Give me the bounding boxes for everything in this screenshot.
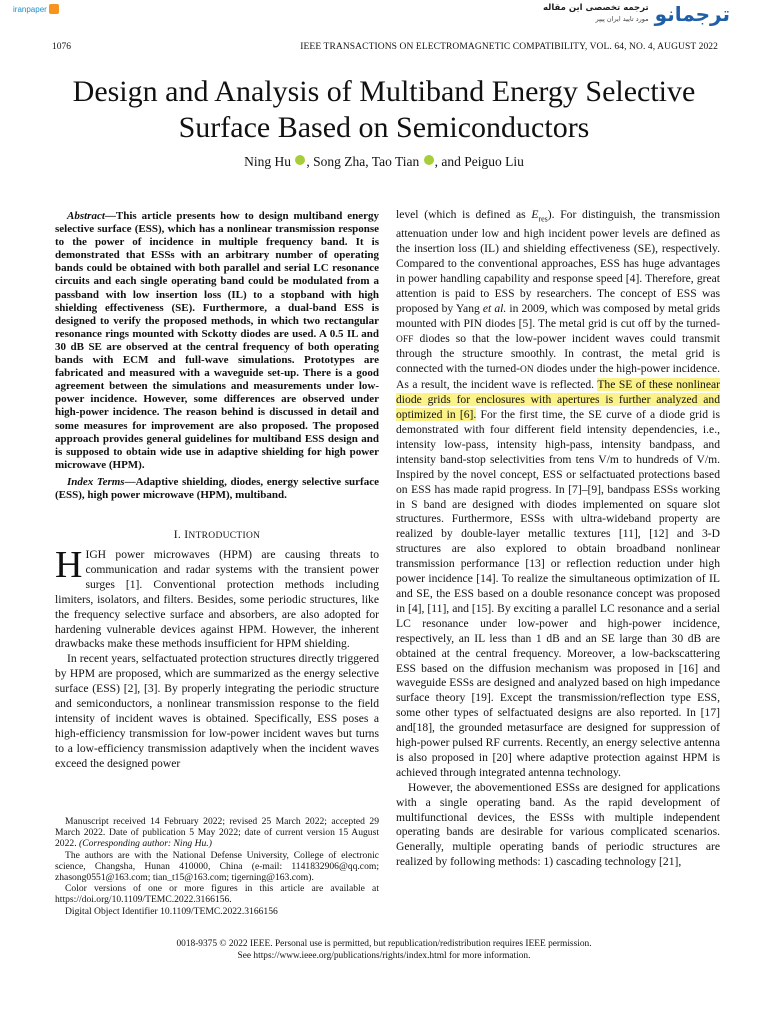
abstract-text: —This article presents how to design multiband energy selective surface (ESS), which has a nonlinear transmission response to the power of incidence in multiple frequency band. It is demonstrated that ESSs with an arbitrary number of operating bands could be obtained with both parallel and serial LC resonance circuits and each single operating band could be modulated from a passband with low insertion loss (IL) to a stopband with high shielding effectiveness (SE). Furthermore, a dual-band ESS is designed to verify the proposed methods, in which two rectangular resonance rings mounted with Sckotty diodes are used. A 0.5 IL and 30 dB SE are observed at the central frequency of both operating bands with ECM and full-wave simulations. Prototypes are fabricated and measured with a waveguide set-up. There is a good agreement between the simulations and measurements under low-power incidence. However, some differences are observed under high-power incidence. The reason behind is discussed in detail and some measures for improvement are also proposed. The proposed approach provides general guidelines for multiband ESS design and is supposed to obtain wide use in adaptive shielding for high power microwave (HPM). xyxy=(55,210,379,471)
author-4: , and Peiguo Liu xyxy=(434,154,524,169)
intro-paragraph-2: In recent years, selfactuated protection structures directly triggered by HPM are proposed, which are summarized as the energy selective surface (ESS) [2], [3]. By properly integrating the periodic structure and semiconductors, a nonlinear transmission response to the field intensity of incident waves is obtained. Specifically, ESS poses a high-efficiency transmission for low-power incident waves but turns to a low-efficiency transmission adaptively when the incident waves exceed the designed power xyxy=(55,652,379,770)
page-number: 1076 xyxy=(52,42,71,52)
iranpaper-logo-text: iranpaper xyxy=(13,4,47,14)
tarjomano-logo xyxy=(543,2,730,26)
tarjomano-brand: ترجمانو xyxy=(654,2,730,26)
right-column xyxy=(396,208,720,870)
author-1: Ning Hu xyxy=(244,154,292,169)
intro-paragraph-1 xyxy=(55,544,379,652)
rp1-d: diodes so that the low-power incident waves could transmit through the structure smoothly. In contrast, the metal grid is connected with the turned- xyxy=(396,331,720,376)
rp1-f: For the first time, the SE curve of a diode grid is demonstrated with four different field intensity dependencies, i.e., intensity low-pass, intensity high-pass, intensity bandpass, and intensity band-stop selectivities from tens V/m to hundreds of V/m. Inspired by the novel concept, ESS or selfactuated protections based on ESS has made rapid progress. In [7]–[9], bandpass ESSs working in S band are designed with diodes implemented on square slot structures. Furthermore, ESSs with ultra-wideband property are realized by double-layer metallic textures [11], [12] and 3-D structures are also explored to obtain broadband nonlinear transmission performance [13] or reflection reduction under high power incidence [14]. To realize the simultaneous optimization of IL and SE, the ESS based on a double resonance concept was proposed in [4], [11], and [15]. By exciting a parallel LC resonance and a serial LC resonance under low-power and high-power incidence, respectively, an IL less than 1 dB and an SE large than 30 dB are obtained at the central frequency. Moreover, a low-backscattering ESS based on the diffusion mechanism was proposed in [16] and waveguide ESSs are designed and analyzed based on high impedance surface theory [19]. Except the transmission/reflection type ESS, some other types of selfactuated designs are also reported. In [17] and[18], the grounded metasurface are designed for suppression of high-power pulsed RF currents. Recently, an energy selective antenna is also proposed in [20] where adaptive protection against HPM is achieved through integrated antenna technology. xyxy=(396,408,720,779)
rp1-etal: et al. xyxy=(482,301,507,315)
index-terms xyxy=(55,476,379,502)
footnote-color: Color versions of one or more figures in this article are available at https://doi.org/10.1109/TEMC.2022.3166156. xyxy=(55,883,379,906)
index-terms-text: —Adaptive shielding, diodes, energy selective surface (ESS), high power microwave (HPM), multiband. xyxy=(55,476,379,502)
abstract xyxy=(55,210,379,472)
orcid-icon[interactable] xyxy=(295,155,305,165)
right-paragraph-1 xyxy=(396,208,720,781)
footer-line-1: 0018-9375 © 2022 IEEE. Personal use is permitted, but republication/redistribution requires IEEE permission. xyxy=(176,939,592,949)
rp1-e: E xyxy=(531,208,539,221)
rp1-a: level (which is defined as xyxy=(396,208,532,221)
rp1-off: OFF xyxy=(396,334,414,345)
highlighted-sentence[interactable]: The SE of these nonlinear diode grids for enclosures with apertures is further analyzed and optimized in [6]. xyxy=(396,378,720,422)
footer-line-2: See https://www.ieee.org/publications/rights/index.html for more information. xyxy=(237,951,531,961)
intro-p1-text: IGH power microwaves (HPM) are causing threats to communication and radar systems with the transient power surges [1]. Conventional protection methods including limiters, isolators, and filters. Besides, some periodic structures, like the frequency selective surface and absorbers, are also adopted for hardening vulnerable devices against HPM. However, the inherent drawbacks make these methods insufficient for HPM shielding. xyxy=(55,548,379,651)
right-paragraph-2: However, the abovementioned ESSs are designed for applications with a single operating band. As the rapid development of multifunctional devices, the ESSs with multiple independent operating bands are desirable for various complicated scenarios. Generally, multiple operating bands of periodic structures are realized by following methods: 1) cascading technology [21], xyxy=(396,780,720,869)
introduction xyxy=(55,544,379,772)
paper-title xyxy=(40,74,728,146)
index-terms-label: Index Terms xyxy=(67,476,125,488)
logo-tagline-1: ترجمه تخصصی این مقاله xyxy=(542,3,649,13)
footnote-corresponding: (Corresponding author: Ning Hu.) xyxy=(79,838,212,850)
author-list xyxy=(40,154,728,170)
section-heading xyxy=(55,528,379,541)
author-2-3: , Song Zha, Tao Tian xyxy=(306,154,420,169)
abstract-label: Abstract xyxy=(67,210,105,222)
rp1-c: in 2009, which was composed by metal grids mounted with PIN diodes [5]. The metal grid is cut off by the turned- xyxy=(396,301,720,330)
orcid-icon[interactable] xyxy=(424,155,434,165)
section-numeral: I. I xyxy=(173,528,189,541)
footnote-manuscript-text: Manuscript received 14 February 2022; revised 25 March 2022; accepted 29 March 2022. Date of publication 5 May 2022; date of current version 15 August 2022. xyxy=(55,816,379,850)
footnote-manuscript xyxy=(55,816,379,850)
copyright-footer xyxy=(0,938,768,962)
drop-cap: H xyxy=(55,544,83,586)
logo-tagline-2: مورد تایید ایران پیپر xyxy=(595,15,649,23)
footnote-doi: Digital Object Identifier 10.1109/TEMC.2022.3166156 xyxy=(65,905,278,917)
iranpaper-logo-icon xyxy=(49,4,59,14)
iranpaper-logo xyxy=(13,4,59,14)
section-title: NTRODUCTION xyxy=(188,531,261,541)
rp1-on: ON xyxy=(520,365,534,376)
journal-header: IEEE TRANSACTIONS ON ELECTROMAGNETIC COMPATIBILITY, VOL. 64, NO. 4, AUGUST 2022 xyxy=(300,42,718,52)
title-line-2: Surface Based on Semiconductors xyxy=(178,111,590,144)
rp1-sub: res xyxy=(538,214,548,224)
rp1-b: ). For distinguish, the transmission attenuation under low and high incident power levels are defined as the insertion loss (IL) and shielding effectiveness (SE), respectively. Compared to the conventional approaches, ESS has huge advantages in power handling capability and response speed [4]. Therefore, great attention is paid to ESS by researchers. The concept of ESS was proposed by Yang xyxy=(396,208,720,315)
footnotes xyxy=(55,816,379,917)
rp1-e2: diodes under the high-power incidence. As a result, the incident wave is reflected. xyxy=(396,362,720,392)
footnote-affiliation: The authors are with the National Defense University, College of electronic science, Changsha, Hunan 410000, China (e-mail: 1141832906@qq.com; zhasong0551@163.com; tian_t15@163.com; tigerning@163.com). xyxy=(55,849,379,884)
title-line-1: Design and Analysis of Multiband Energy Selective xyxy=(72,75,696,108)
